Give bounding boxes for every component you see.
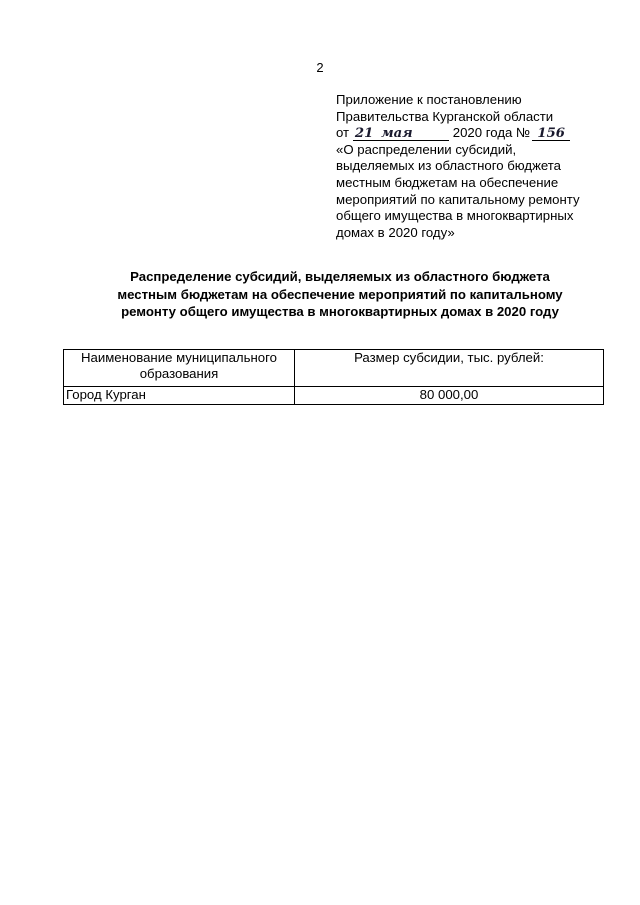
appendix-line-1: Приложение к постановлению bbox=[336, 92, 522, 107]
handwritten-month: мая bbox=[375, 127, 449, 141]
appendix-title-line: общего имущества в многоквартирных bbox=[336, 208, 574, 224]
appendix-date-line bbox=[336, 125, 606, 142]
header-subsidy-amount: Размер субсидии, тыс. рублей: bbox=[295, 350, 604, 387]
table-row bbox=[64, 387, 604, 405]
cell-subsidy-amount: 80 000,00 bbox=[295, 387, 604, 405]
cell-municipality-name: Город Курган bbox=[64, 387, 295, 405]
appendix-title-line: «О распределении субсидий, bbox=[336, 141, 517, 157]
subsidy-table bbox=[63, 349, 604, 405]
heading-line: ремонту общего имущества в многоквартирных домах в 2020 году bbox=[121, 304, 559, 320]
appendix-title-line: мероприятий по капитальному ремонту bbox=[336, 191, 580, 207]
heading-line: Распределение субсидий, выделяемых из областного бюджета bbox=[130, 269, 550, 284]
handwritten-number: 156 bbox=[532, 127, 570, 141]
heading-line: местным бюджетам на обеспечение мероприятий по капитальному bbox=[117, 286, 563, 302]
page-number: 2 bbox=[316, 60, 324, 75]
table-header-row bbox=[64, 350, 604, 387]
handwritten-day: 21 bbox=[354, 126, 374, 142]
appendix-title-line: местным бюджетам на обеспечение bbox=[336, 174, 559, 190]
date-prefix: от bbox=[336, 125, 350, 141]
appendix-block bbox=[336, 92, 606, 241]
appendix-title-line: выделяемых из областного бюджета bbox=[336, 158, 562, 174]
appendix-title-line: домах в 2020 году» bbox=[336, 224, 455, 240]
year-text: 2020 года № bbox=[452, 125, 531, 141]
header-municipality: Наименование муниципального образования bbox=[64, 350, 295, 387]
document-heading bbox=[60, 268, 620, 321]
appendix-line-2: Правительства Курганской области bbox=[336, 108, 554, 124]
